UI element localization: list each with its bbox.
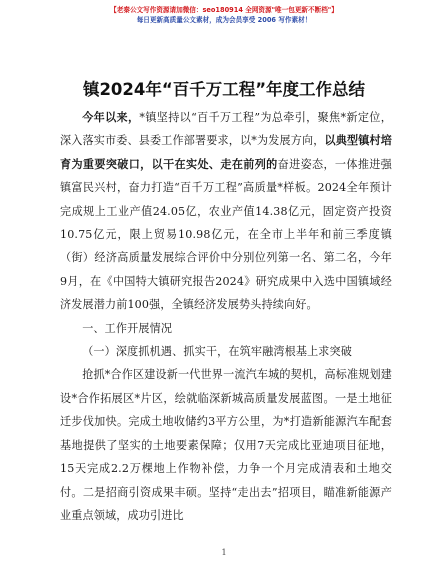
subsection-heading: （一）深度抓机遇、抓实干，在筑牢融湾根基上求突破 [82, 345, 353, 359]
document-title: 镇2024年“百千万工程”年度工作总结 [82, 80, 366, 99]
intro-bold-phrase: 以典型镇村培育为重要突破口，以干在实处、走在前列的 [60, 134, 393, 171]
page-number: 1 [221, 548, 227, 557]
banner-line-1: 【老秦公文写作资源请加微信：seo180914 全网资源"唯一包更新不断档"】 [110, 6, 338, 14]
body-paragraph: 抢抓*合作区建设新一代世界一流汽车城的契机，高标准规划建设*合作拓展区*片区，绘就临深新城高质量发展蓝图。一是土地征迁步伐加快。完成土地收储约3平方公里，为*打造新能源汽车配套基地提供了坚实的土地要素保障；仅用7天完成比亚迪项目征地，15天完成2.2万棵地上作物补偿，力争一个月完成清表和土地交付。二是招商引资成果丰硕。坚持“走出去”招项目，瞄准新能源产业重点领域，成功引进比 [60, 368, 392, 522]
header-banner [0, 5, 448, 25]
section-heading: 一、工作开展情况 [82, 321, 173, 335]
intro-lead: 今年以来， [82, 111, 140, 124]
intro-text-1: *镇坚持以“百千万工程”为总牵引，聚焦*新定位，深入落实市委、县委工作部署要求，以*为发展方向， [60, 111, 392, 148]
document-body [60, 106, 392, 527]
intro-text-2: 奋进姿态，一体推进强镇富民兴村，奋力打造“百千万工程”高质量*样板。2024全年预计完成规上工业产值24.05亿，农业产值14.38亿元，固定资产投资10.75亿元，限上贸易10.98亿元，在全市上半年和前三季度镇（街）经济高质量发展综合评价中分别位列第一名、第二名，今年9月，在《中国特大镇研究报告2024》研究成果中入选中国镇域经济发展潜力前100强，全镇经济发展势头持续向好。 [60, 157, 392, 312]
banner-line-2: 每日更新高质量公文素材，成为会员享受 2006 写作素材！ [136, 16, 312, 24]
intro-paragraph [60, 106, 392, 317]
